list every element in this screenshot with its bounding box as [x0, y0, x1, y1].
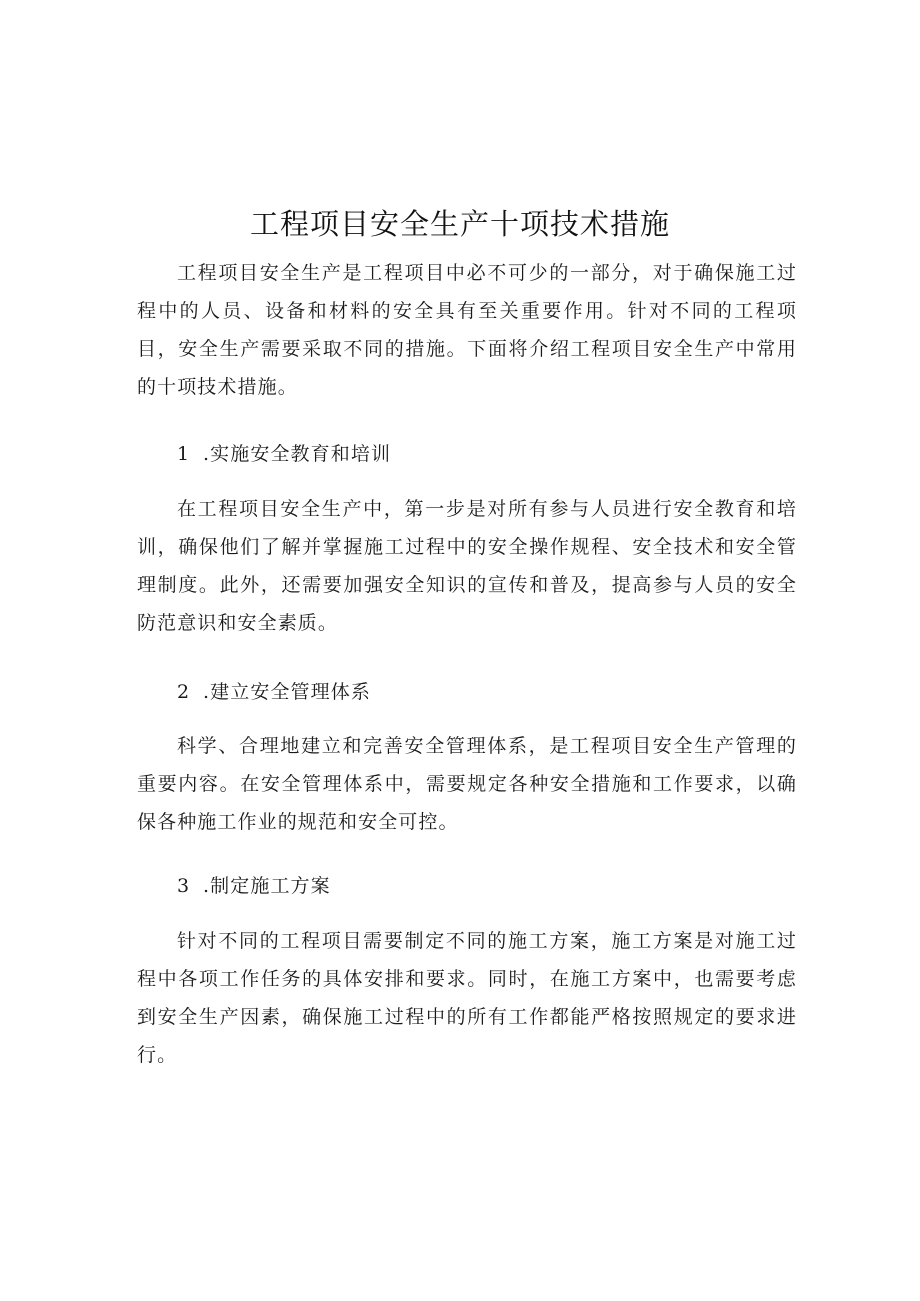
section-body-1: 在工程项目安全生产中，第一步是对所有参与人员进行安全教育和培训，确保他们了解并掌握施工过程中的安全操作规程、安全技术和安全管理制度。此外，还需要加强安全知识的宣传和普及，提高参与人员的安全防范意识和安全素质。 [137, 498, 797, 634]
section-number: 2 [177, 681, 191, 703]
section-heading-2 [177, 673, 797, 711]
section-body-2: 科学、合理地建立和完善安全管理体系，是工程项目安全生产管理的重要内容。在安全管理体系中，需要规定各种安全措施和工作要求，以确保各种施工作业的规范和安全可控。 [137, 735, 797, 833]
document-title: 工程项目安全生产十项技术措施 [249, 207, 670, 241]
section-number: 1 [177, 443, 191, 465]
section-heading-text: .建立安全管理体系 [203, 681, 371, 703]
section-heading-1 [177, 435, 797, 473]
section-heading-text: .制定施工方案 [203, 875, 331, 897]
section-body-3: 针对不同的工程项目需要制定不同的施工方案，施工方案是对施工过程中各项工作任务的具体安排和要求。同时，在施工方案中，也需要考虑到安全生产因素，确保施工过程中的所有工作都能严格按照规定的要求进行。 [137, 930, 797, 1066]
section-number: 3 [177, 875, 191, 897]
intro-paragraph: 工程项目安全生产是工程项目中必不可少的一部分，对于确保施工过程中的人员、设备和材料的安全具有至关重要作用。针对不同的工程项目，安全生产需要采取不同的措施。下面将介绍工程项目安全生产中常用的十项技术措施。 [137, 262, 797, 398]
section-heading-3 [177, 867, 797, 905]
section-heading-text: .实施安全教育和培训 [203, 443, 392, 465]
